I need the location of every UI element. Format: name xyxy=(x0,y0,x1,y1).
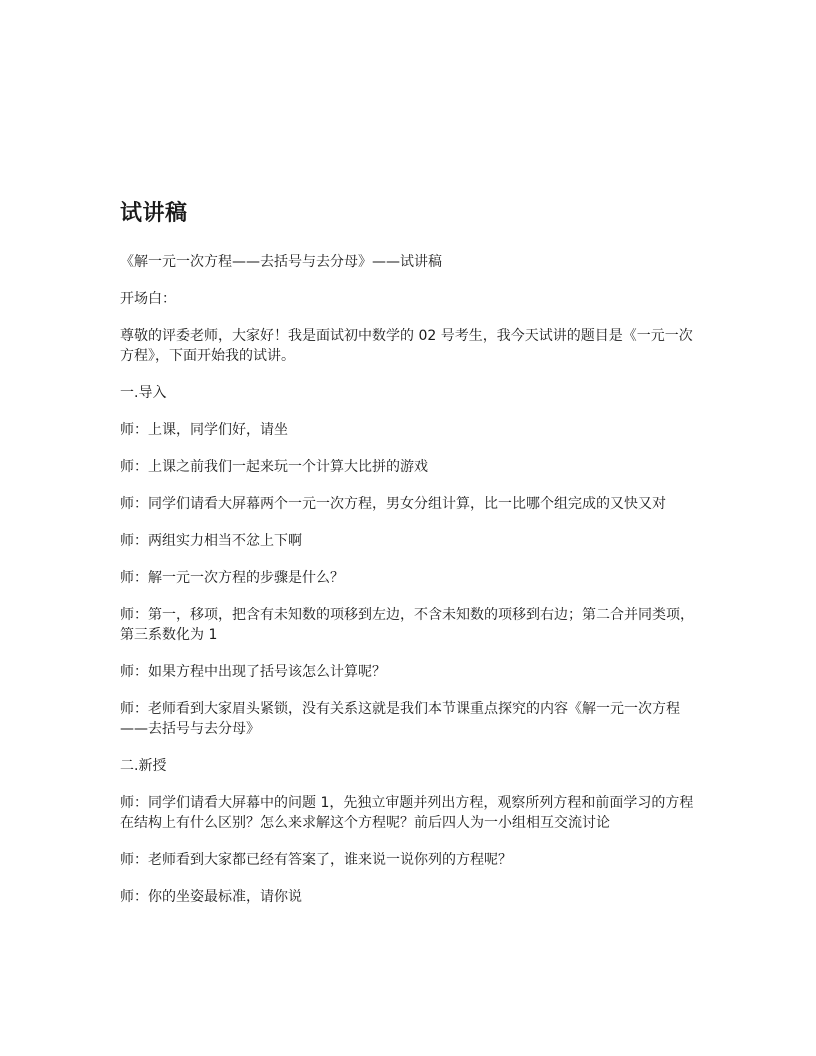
dialogue-line: 师：老师看到大家眉头紧锁，没有关系这就是我们本节课重点探究的内容《解一元一次方程——去括号与去分母》 xyxy=(120,701,680,737)
greeting-paragraph: 尊敬的评委老师，大家好！我是面试初中数学的 02 号考生，我今天试讲的题目是《一元一次方程》，下面开始我的试讲。 xyxy=(120,328,693,364)
lesson-heading: 《解一元一次方程——去括号与去分母》——试讲稿 xyxy=(120,254,442,270)
opening-label: 开场白： xyxy=(120,291,176,307)
dialogue-line: 师：两组实力相当不忿上下啊 xyxy=(120,533,302,549)
document-page xyxy=(120,198,698,924)
dialogue-line: 师：第一，移项，把含有未知数的项移到左边，不含未知数的项移到右边；第二合并同类项，第三系数化为 1 xyxy=(120,607,694,643)
dialogue-line: 师：老师看到大家都已经有答案了，谁来说一说你列的方程呢？ xyxy=(120,852,512,868)
dialogue-line: 师：同学们请看大屏幕中的问题 1，先独立审题并列出方程，观察所列方程和前面学习的方程在结构上有什么区别？怎么来求解这个方程呢？前后四人为一小组相互交流讨论 xyxy=(120,795,694,831)
dialogue-line: 师：如果方程中出现了括号该怎么计算呢？ xyxy=(120,664,386,680)
dialogue-line: 师：上课，同学们好，请坐 xyxy=(120,422,288,438)
dialogue-line: 师：上课之前我们一起来玩一个计算大比拼的游戏 xyxy=(120,459,428,475)
dialogue-line: 师：解一元一次方程的步骤是什么？ xyxy=(120,570,344,586)
document-title: 试讲稿 xyxy=(120,201,188,226)
dialogue-line: 师：你的坐姿最标准，请你说 xyxy=(120,889,302,905)
section-heading-new: 二.新授 xyxy=(120,758,167,774)
section-heading-intro: 一.导入 xyxy=(120,385,167,401)
dialogue-line: 师：同学们请看大屏幕两个一元一次方程，男女分组计算，比一比哪个组完成的又快又对 xyxy=(120,496,666,512)
